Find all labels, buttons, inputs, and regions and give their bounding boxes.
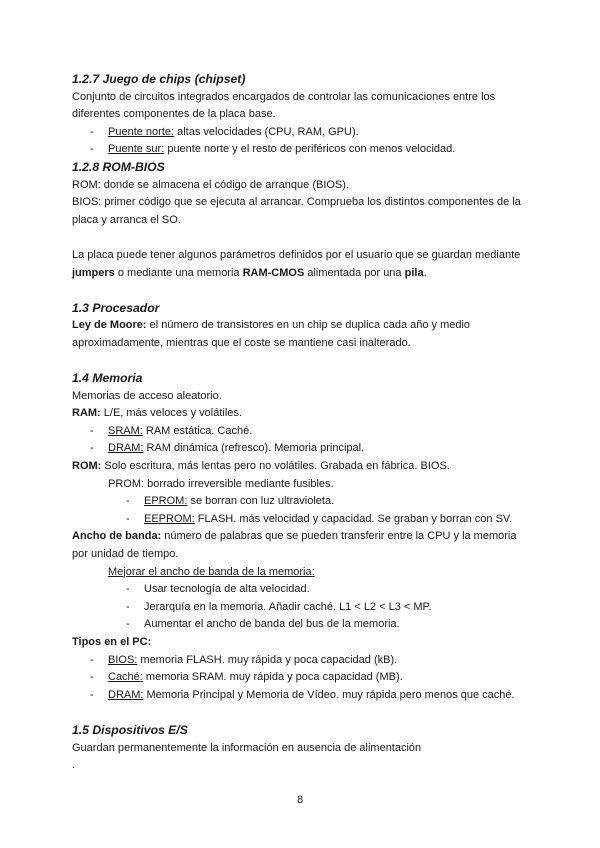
desc-dram: RAM dinámica (refresco). Memoria principal. [143, 442, 365, 455]
heading-procesador: 1.3 Procesador [72, 300, 160, 315]
ancho-de-banda-text: número de palabras que se pueden transferir entre la CPU y la memoria por unidad de tiempo. [72, 530, 517, 561]
bullet-dash: - [90, 143, 94, 156]
ram-text: L/E, más veloces y volátiles. [100, 407, 242, 420]
desc-eprom: se borran con luz ultravioleta. [187, 495, 335, 508]
ancho-de-banda-paragraph [72, 528, 532, 563]
heading-memoria: 1.4 Memoria [72, 371, 143, 386]
term-puente-norte: Puente norte: [108, 125, 175, 138]
desc-puente-norte: altas velocidades (CPU, RAM, GPU). [174, 125, 359, 138]
list-item-eeprom [72, 511, 532, 529]
bullet-dash: - [90, 442, 94, 455]
para-text: La placa puede tener algunos parámetros definidos por el usuario que se guardan mediante [72, 248, 521, 261]
list-item-puente-norte [72, 124, 532, 142]
term-sram: SRAM: [108, 424, 143, 437]
term-rom: ROM: [72, 460, 102, 473]
term-pila: pila [404, 266, 424, 279]
bullet-dash: - [126, 495, 130, 508]
desc-sram: RAM estática. Caché. [142, 424, 253, 437]
list-item-puente-sur [72, 141, 532, 159]
document-page [72, 71, 532, 775]
bullet-dash: - [126, 618, 130, 631]
bullet-dash: - [90, 125, 94, 138]
list-item-eprom [72, 493, 532, 511]
rom-line [72, 458, 532, 476]
desc-eeprom: FLASH. más velocidad y capacidad. Se graban y borran con SV. [194, 512, 513, 525]
rom-text: Solo escritura, más lentas pero no volátiles. Grabada en fábrica. BIOS. [101, 460, 450, 473]
list-item-type-cache [72, 669, 532, 687]
tipos-pc-heading: Tipos en el PC: [72, 636, 152, 648]
ley-de-moore-text: el número de transistores en un chip se duplica cada año y medio aproximadamente, mientras que el coste se mantiene casi inalterado. [72, 319, 471, 349]
bullet-dash: - [126, 600, 130, 613]
list-item-dram [72, 440, 532, 458]
trailing-dot: . [72, 759, 76, 772]
term-ley-de-moore: Ley de Moore: [72, 319, 147, 332]
term-puente-sur: Puente sur: [108, 143, 165, 156]
para-text: o mediante una memoria [114, 266, 243, 279]
dispositivos-es-text: Guardan permanentemente la información en ausencia de alimentación [72, 741, 422, 754]
bullet-dash: - [126, 583, 130, 596]
ley-de-moore-paragraph [72, 317, 532, 352]
term-type-dram: DRAM: [108, 688, 144, 701]
bullet-dash: - [90, 671, 94, 684]
placa-parametros-paragraph [72, 247, 532, 282]
term-ancho-de-banda: Ancho de banda: [72, 530, 162, 543]
term-eprom: EPROM: [144, 495, 188, 508]
chipset-intro: Conjunto de circuitos integrados encargados de controlar las comunicaciones entre los diferentes componentes de la placa base. [72, 90, 496, 121]
memoria-intro: Memorias de acceso aleatorio. [72, 389, 222, 402]
desc-type-bios: memoria FLASH. muy rápida y poca capacidad (kB). [137, 653, 398, 666]
heading-chipset: 1.2.7 Juego de chips (chipset) [72, 72, 246, 86]
prom-line: PROM: borrado irreversible mediante fusibles. [108, 477, 334, 490]
desc-type-cache: memoria SRAM. muy rápida y poca capacidad (MB). [142, 671, 403, 684]
mejorar-ancho-text: Mejorar el ancho de banda de la memoria: [108, 565, 315, 578]
bios-definition: BIOS: primer código que se ejecuta al arrancar. Comprueba los distintos componentes de la placa y arranca el SO. [72, 196, 521, 226]
ram-line [72, 405, 532, 423]
term-ram-cmos: RAM-CMOS [242, 266, 305, 279]
term-type-cache: Caché: [108, 671, 143, 684]
term-type-bios: BIOS: [108, 653, 138, 666]
list-item-type-dram [72, 687, 532, 705]
heading-dispositivos-es: 1.5 Dispositivos E/S [72, 722, 188, 737]
improve-text: Jerarquía en la memoria. Añadir caché. L1 < L2 < L3 < MP. [144, 600, 432, 613]
term-dram: DRAM: [108, 442, 144, 455]
term-eeprom: EEPROM: [144, 512, 195, 525]
term-ram: RAM: [72, 407, 101, 420]
bullet-dash: - [126, 512, 130, 525]
bullet-dash: - [90, 688, 94, 701]
desc-type-dram: Memoria Principal y Memoria de Vídeo. muy rápida pero menos que caché. [143, 688, 515, 701]
list-item-improve [72, 599, 532, 617]
para-text: . [423, 266, 427, 279]
list-item-improve [72, 581, 532, 599]
page-number: 8 [296, 794, 304, 806]
heading-rom-bios: 1.2.8 ROM-BIOS [72, 159, 165, 174]
list-item-improve [72, 616, 532, 634]
rom-definition: ROM: donde se almacena el código de arranque (BIOS). [72, 178, 349, 191]
list-item-type-bios [72, 652, 532, 670]
improve-text: Aumentar el ancho de banda del bus de la memoria. [144, 618, 400, 631]
mejorar-ancho-heading [72, 564, 532, 582]
para-text: alimentada por una [304, 266, 405, 279]
improve-text: Usar tecnología de alta velocidad. [144, 583, 310, 596]
bullet-dash: - [90, 653, 94, 666]
desc-puente-sur: puente norte y el resto de periféricos con menos velocidad. [164, 143, 456, 156]
list-item-sram [72, 423, 532, 441]
bullet-dash: - [90, 424, 94, 437]
term-jumpers: jumpers [72, 266, 115, 279]
